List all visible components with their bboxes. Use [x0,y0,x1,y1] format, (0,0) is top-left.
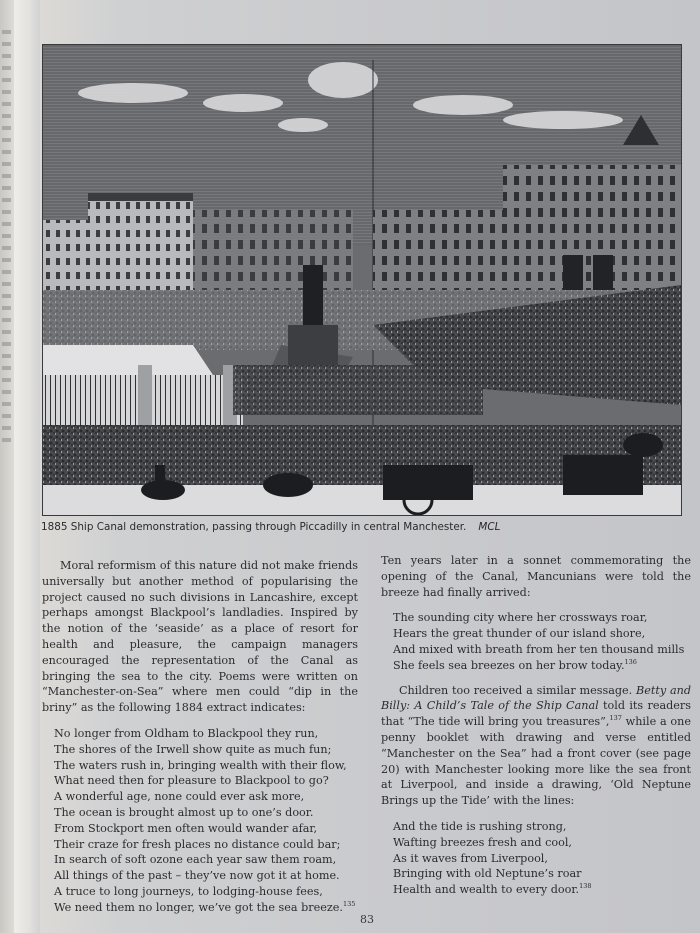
verse-line-text: Health and wealth to every door. [393,883,580,897]
verse-line: As it waves from Liverpool, [393,851,548,865]
paragraph-text: told its readers that “The tide will bring you treasures”, [381,699,691,729]
poem-1884 [54,726,358,916]
footnote-ref-135[interactable]: 135 [342,899,356,908]
previous-page-text [2,30,11,450]
book-title: Betty and Billy: A Child’s Tale of the Ship Canal [381,683,691,713]
poem-line: Their craze for fresh places no distance could bar; [54,837,341,851]
poem-line-last [54,900,358,916]
caption-credit: MCL [478,521,501,533]
verse-line: Wafting breezes fresh and cool, [393,835,572,849]
footnote-ref-138[interactable]: 138 [579,882,592,891]
verse-line: And the tide is rushing strong, [393,819,567,833]
body-paragraph: Moral reformism of this nature did not make friends universally but another method of popularising the project caused no such divisions in Lancashire, except perhaps amongst Blackpool’s landladies. Inspired by the notion of the ‘seaside’ as a place of resort for health and pleasure, the campaign managers encouraged the representation of the Canal as bringing the sea to the city. Poems were written on “Manchester-on-Sea” where men could “dip in the briny” as the following 1884 extract indicates: [42,559,358,715]
poem-line: In search of soft ozone each year saw them roam, [54,853,337,867]
statue [303,265,323,325]
paragraph-text: while a one penny booklet with drawing and verse entitled “Manchester on the Sea” had a front cover (see page 20) with Manchester looking more like the sea front at Liverpool, and inside a drawing, ‘Old Neptune Brings up the Tide’ with the lines: [381,715,691,808]
paragraph-text: Children too received a similar message. [399,683,637,697]
sonnet-line-last [393,658,691,674]
verse-line-last [393,882,691,898]
poem-line: From Stockport men often would wander afar, [54,821,318,835]
engraving-illustration [42,44,682,516]
right-column [381,553,691,898]
poem-line: The waters rush in, bringing wealth with their flow, [54,758,347,772]
figure-caption [41,521,601,533]
footnote-ref-136[interactable]: 136 [624,657,637,666]
poem-line: What need then for pleasure to Blackpool to go? [54,774,329,788]
sonnet-line-text: She feels sea breezes on her brow today. [393,658,625,672]
body-paragraph: Ten years later in a sonnet commemorating the opening of the Canal, Mancunians were told the breeze had finally arrived: [381,554,691,599]
poem-line: A truce to long journeys, to lodging-house fees, [54,884,323,898]
body-paragraph [381,683,691,809]
sonnet-line: Hears the great thunder of our island shore, [393,627,646,641]
sonnet [393,610,691,673]
neptune-verse [393,819,691,898]
footnote-ref-137[interactable]: 137 [609,714,622,723]
poem-line: A wonderful age, none could ever ask more, [54,790,305,804]
poem-line: The shores of the Irwell show quite as much fun; [54,742,332,756]
poem-line-text: We need them no longer, we’ve got the sea breeze. [54,900,343,914]
book-gutter [14,0,40,933]
poem-line: The ocean is brought almost up to one’s door. [54,805,314,819]
verse-line: Bringing with old Neptune’s roar [393,867,582,881]
sonnet-line: And mixed with breath from her ten thousand mills [393,642,685,656]
left-column [42,558,358,916]
sonnet-line: The sounding city where her crossways roar, [393,611,648,625]
page-number: 83 [360,913,374,926]
caption-text: 1885 Ship Canal demonstration, passing through Piccadilly in central Manchester. [41,521,467,533]
poem-line: No longer from Oldham to Blackpool they run, [54,726,319,740]
previous-page-edge [0,0,14,933]
piccadilly-engraving [43,45,681,515]
poem-line: All things of the past – they’ve now got it at home. [54,869,340,883]
